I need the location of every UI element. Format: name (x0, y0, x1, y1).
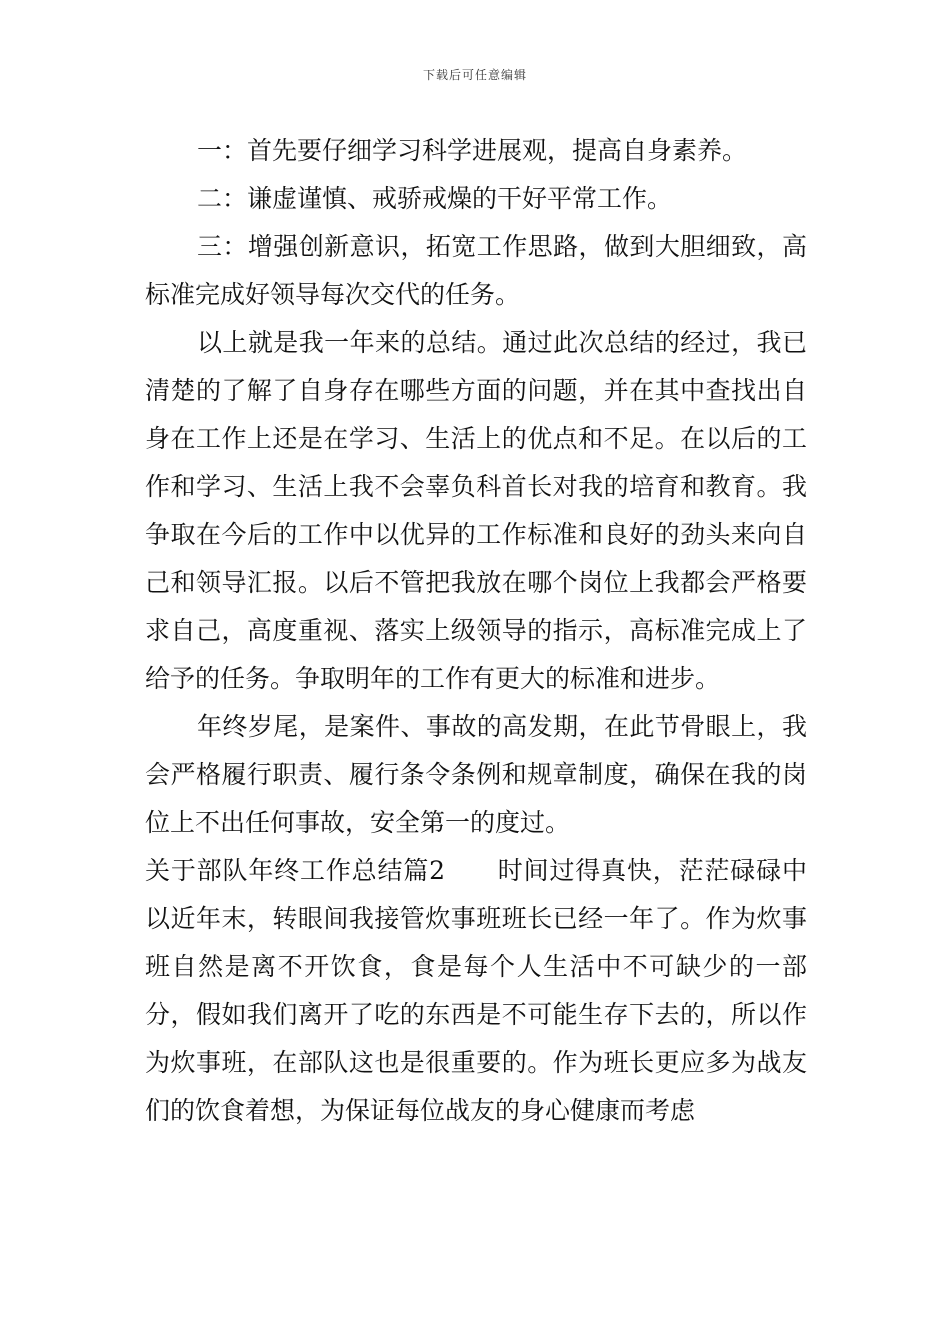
paragraph-point-3: 三：增强创新意识，拓宽工作思路，做到大胆细致，高标准完成好领导每次交代的任务。 (145, 232, 807, 309)
paragraph-point-2: 二：谦虚谨慎、戒骄戒燥的干好平常工作。 (197, 184, 673, 213)
paragraph-summary: 以上就是我一年来的总结。通过此次总结的经过，我已清楚的了解了自身存在哪些方面的问题，并在其中查找出自身在工作上还是在学习、生活上的优点和不足。在以后的工作和学习、生活上我不会辜负科首长对我的培育和教育。我争取在今后的工作中以优异的工作标准和良好的劲头来向自己和领导汇报。以后不管把我放在哪个岗位上我都会严格要求自己，高度重视、落实上级领导的指示，高标准完成上了给予的任务。争取明年的工作有更大的标准和进步。 (145, 328, 807, 693)
section-title: 关于部队年终工作总结篇2 (145, 856, 446, 885)
header-note: 下载后可任意编辑 (422, 68, 527, 82)
paragraph-year-end: 年终岁尾，是案件、事故的高发期，在此节骨眼上，我会严格履行职责、履行条令条例和规章制度，确保在我的岗位上不出任何事故，安全第一的度过。 (145, 712, 807, 837)
section-gap (445, 856, 498, 885)
section-body: 时间过得真快，茫茫碌碌中以近年末，转眼间我接管炊事班班长已经一年了。作为炊事班自然是离不开饮食，食是每个人生活中不可缺少的一部分，假如我们离开了吃的东西是不可能生存下去的，所以作为炊事班，在部队这也是很重要的。作为班长更应多为战友们的饮食着想，为保证每位战友的身心健康而考虑 (145, 856, 807, 1125)
section-paragraph (145, 847, 807, 1135)
paragraph-point-1: 一：首先要仔细学习科学进展观，提高自身素养。 (197, 136, 748, 165)
document-body (145, 127, 807, 1135)
